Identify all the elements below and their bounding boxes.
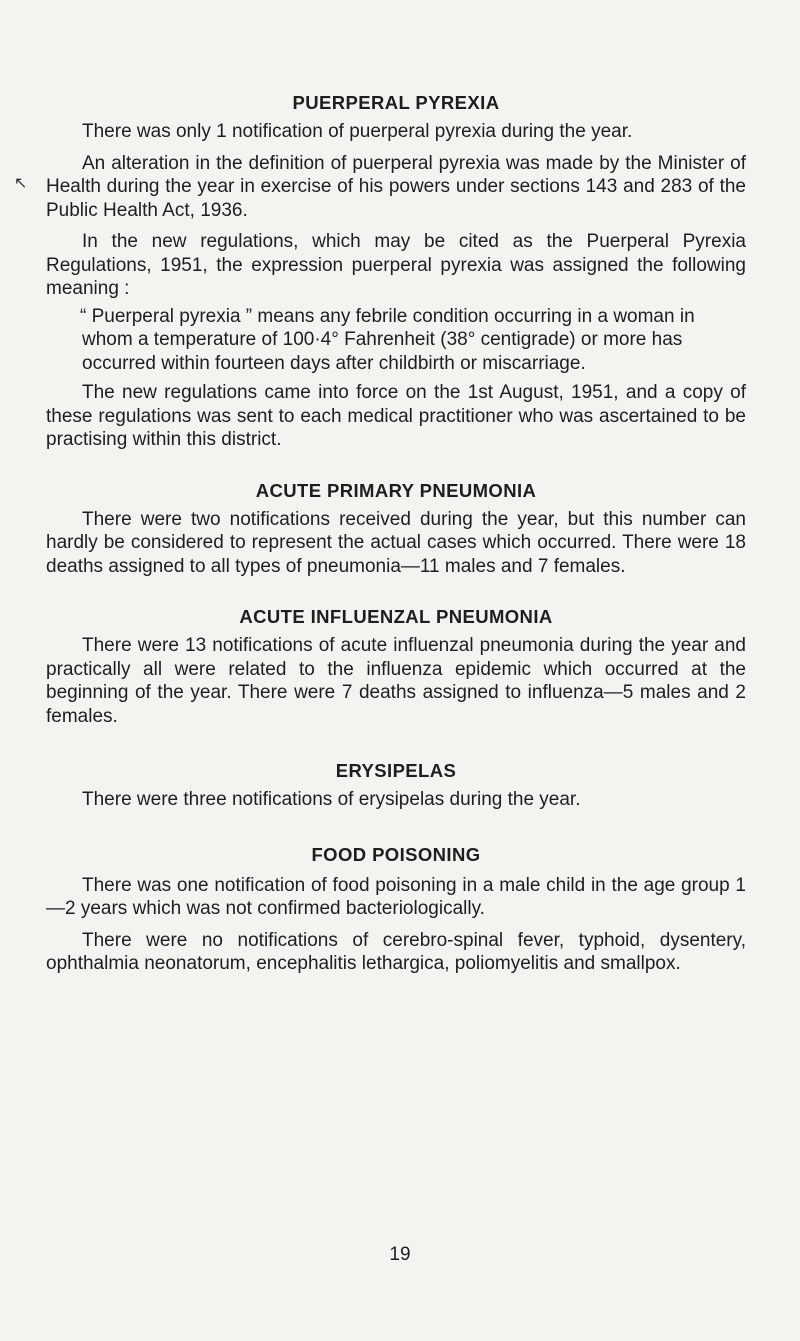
paragraph: There were two notifications received during the year, but this number can hardly be considered to represent the actual cases which occurred. There were 18 deaths assigned to all types of pneumonia—11 males and 7 females. — [46, 508, 746, 577]
heading-acute-influenzal-pneumonia: ACUTE INFLUENZAL PNEUMONIA — [239, 606, 553, 627]
paragraph: There were three notifications of erysipelas during the year. — [82, 789, 581, 810]
heading-erysipelas: ERYSIPELAS — [335, 760, 457, 781]
paragraph: There was one notification of food poisoning in a male child in the age group 1—2 years which was not confirmed bacteriologically. — [46, 874, 746, 919]
heading-acute-primary-pneumonia: ACUTE PRIMARY PNEUMONIA — [255, 479, 537, 501]
definition-quote: “ Puerperal pyrexia ” means any febrile condition occurring in a woman in whom a temperature of 100·4° Fahrenheit (38° centigrade) or more has occurred within fourteen days after childbirth or miscarriage. — [80, 305, 695, 374]
heading-puerperal-pyrexia: PUERPERAL PYREXIA — [292, 92, 500, 113]
page-number: 19 — [389, 1244, 411, 1265]
heading-food-poisoning: FOOD POISONING — [311, 843, 481, 865]
paragraph: In the new regulations, which may be cited as the Puerperal Pyrexia Regulations, 1951, the expression puerperal pyrexia was assigned the following meaning : — [46, 231, 746, 299]
paragraph: An alteration in the definition of puerperal pyrexia was made by the Minister of Health during the year in exercise of his powers under sections 143 and 283 of the Public Health Act, 1936. — [46, 152, 746, 221]
document-page — [46, 92, 746, 976]
paragraph: There were no notifications of cerebro-spinal fever, typhoid, dysentery, ophthalmia neonatorum, encephalitis lethargica, poliomyelitis and smallpox. — [46, 929, 746, 974]
margin-mark: ↖ — [14, 175, 28, 192]
paragraph: There were 13 notifications of acute influenzal pneumonia during the year and practically all were related to the influenza epidemic which occurred at the beginning of the year. There were 7 deaths assigned to influenza—5 males and 2 females. — [46, 635, 746, 727]
paragraph: The new regulations came into force on the 1st August, 1951, and a copy of these regulations was sent to each medical practitioner who was ascertained to be practising within this district. — [46, 382, 746, 450]
paragraph: There was only 1 notification of puerperal pyrexia during the year. — [82, 121, 633, 142]
